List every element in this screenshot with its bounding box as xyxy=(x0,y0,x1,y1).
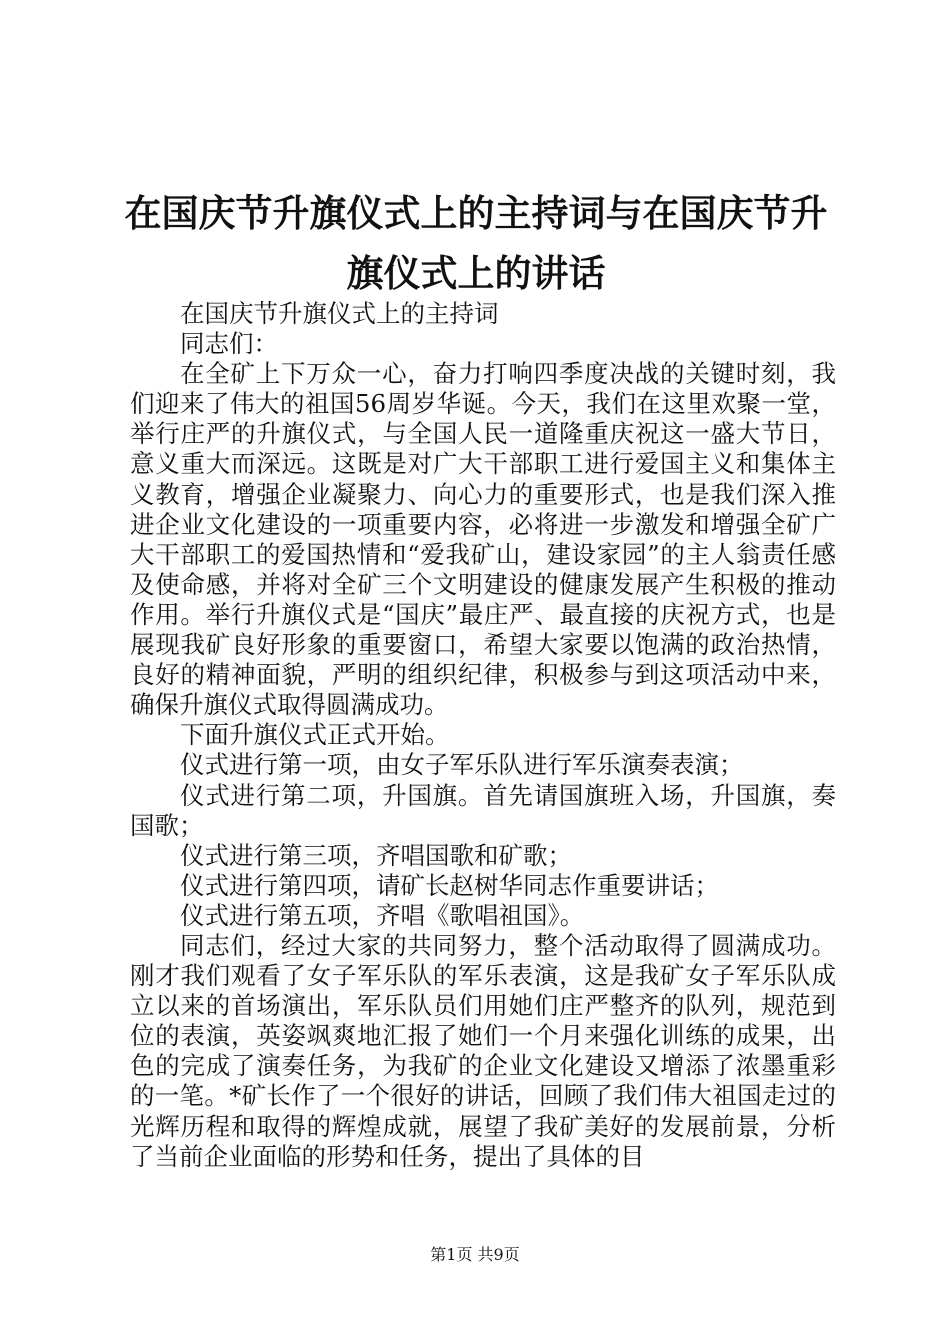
paragraph-item-4: 仪式进行第四项，请矿长赵树华同志作重要讲话； xyxy=(180,870,719,900)
paragraph-opening: 在全矿上下万众一心，奋力打响四季度决战的关键时刻，我们迎来了伟大的祖国56周岁华诞。今天，我们在这里欢聚一堂，举行庄严的升旗仪式，与全国人民一道隆重庆祝这一盛大节日，意义重大而深远。这既是对广大干部职工进行爱国主义和集体主义教育，增强企业凝聚力、向心力的重要形式，也是我们深入推进企业文化建设的一项重要内容，必将进一步激发和增强全矿广大干部职工的爱国热情和“爱我矿山，建设家园”的主人翁责任感及使命感，并将对全矿三个文明建设的健康发展产生积极的推动作用。举行升旗仪式是“国庆”最庄严、最直接的庆祝方式，也是展现我矿良好形象的重要窗口，希望大家要以饱满的政治热情，良好的精神面貌，严明的组织纪律，积极参与到这项活动中来，确保升旗仪式取得圆满成功。 xyxy=(130,359,836,720)
paragraph-subtitle: 在国庆节升旗仪式上的主持词 xyxy=(180,299,499,328)
document-title: 在国庆节升旗仪式上的主持词与在国庆节升旗仪式上的讲话 xyxy=(124,191,828,295)
paragraph-item-5: 仪式进行第五项，齐唱《歌唱祖国》。 xyxy=(180,900,585,930)
paragraph-start: 下面升旗仪式正式开始。 xyxy=(180,720,450,750)
paragraph-greeting: 同志们： xyxy=(180,329,278,359)
paragraph-closing: 同志们，经过大家的共同努力，整个活动取得了圆满成功。刚才我们观看了女子军乐队的军乐表演，这是我矿女子军乐队成立以来的首场演出，军乐队员们用她们庄严整齐的队列，规范到位的表演，英姿飒爽地汇报了她们一个月来强化训练的成果，出色的完成了演奏任务，为我矿的企业文化建设又增添了浓墨重彩的一笔。*矿长作了一个很好的讲话，回顾了我们伟大祖国走过的光辉历程和取得的辉煌成就，展望了我矿美好的发展前景，分析了当前企业面临的形势和任务，提出了具体的目 xyxy=(130,930,836,1171)
paragraph-item-3: 仪式进行第三项，齐唱国歌和矿歌； xyxy=(180,840,572,870)
document-body xyxy=(130,299,836,1172)
paragraph-item-1: 仪式进行第一项，由女子军乐队进行军乐演奏表演； xyxy=(180,750,744,780)
paragraph-item-2: 仪式进行第二项，升国旗。首先请国旗班入场，升国旗，奏国歌； xyxy=(130,780,836,840)
page-number-footer: 第1页 共9页 xyxy=(430,1245,520,1264)
